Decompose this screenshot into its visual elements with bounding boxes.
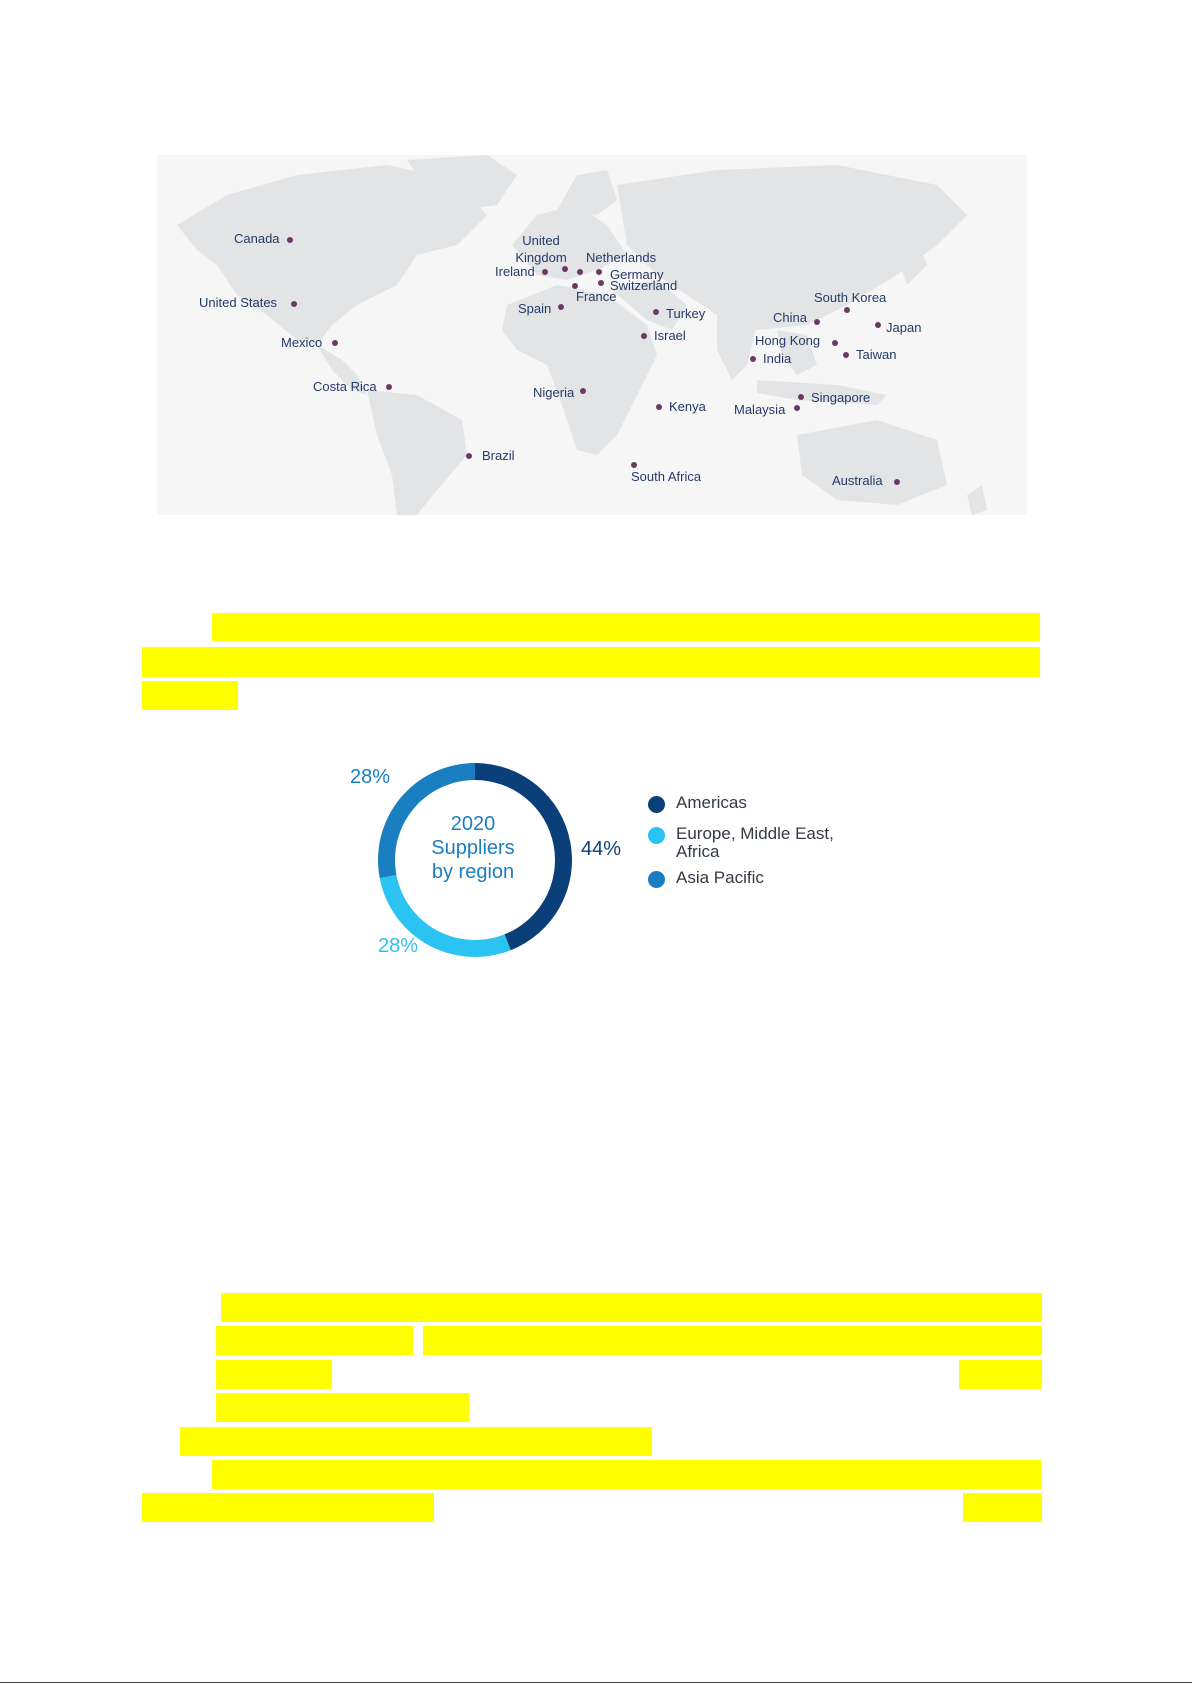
highlight-bar [142, 647, 1040, 677]
highlight-bar [216, 1393, 469, 1422]
map-label: Israel [654, 328, 686, 343]
map-label: Ireland [495, 264, 535, 279]
legend-label: Europe, Middle East, Africa [676, 824, 834, 861]
legend-item-emea [648, 825, 866, 861]
legend-item-apac [648, 869, 866, 888]
map-dot [562, 266, 568, 272]
map-dot [814, 319, 820, 325]
map-dot [577, 269, 583, 275]
map-dot [287, 237, 293, 243]
map-dot [832, 340, 838, 346]
map-dot [596, 269, 602, 275]
chart-title-line: Suppliers [431, 837, 515, 859]
legend-label: Americas [676, 793, 747, 812]
map-dot [542, 269, 548, 275]
chart-title-line: 2020 [450, 813, 496, 835]
legend-swatch [648, 871, 665, 888]
map-dot [844, 307, 850, 313]
highlight-bar [959, 1360, 1042, 1389]
map-label: Costa Rica [313, 379, 377, 394]
map-label: Taiwan [856, 347, 897, 362]
donut-center-title [388, 812, 558, 884]
map-label: Kenya [669, 399, 706, 414]
map-label: Switzerland [610, 278, 678, 293]
highlight-bar [963, 1493, 1042, 1522]
map-dot [631, 462, 637, 468]
map-dot [875, 322, 881, 328]
map-label: Germany [610, 267, 664, 282]
value-label-emea: 28% [378, 935, 419, 957]
map-label: Japan [886, 320, 922, 335]
map-label: Nigeria [533, 385, 575, 400]
map-dot [798, 394, 804, 400]
highlight-bar [212, 613, 1040, 641]
map-label: United Kingdom [515, 233, 567, 265]
map-dot [466, 453, 472, 459]
map-dot [894, 479, 900, 485]
value-label-americas: 44% [581, 838, 622, 860]
highlight-bar [180, 1427, 652, 1456]
map-label: Canada [234, 231, 280, 246]
legend-label: Asia Pacific [676, 868, 764, 887]
legend-swatch [648, 796, 665, 813]
highlight-bar [221, 1293, 1042, 1322]
legend-swatch [648, 827, 665, 844]
map-label: France [576, 289, 617, 304]
highlight-bar [142, 681, 238, 710]
map-label: Singapore [811, 390, 871, 405]
map-dot [558, 304, 564, 310]
map-dot [580, 388, 586, 394]
chart-title [388, 812, 558, 884]
highlight-bar [142, 1493, 434, 1522]
page-bottom-rule [0, 1682, 1192, 1683]
value-label-apac: 28% [350, 766, 391, 788]
map-dot [332, 340, 338, 346]
map-label: United States [199, 295, 278, 310]
highlight-bar [216, 1326, 413, 1355]
map-dot [750, 356, 756, 362]
highlight-bar [212, 1460, 1041, 1489]
highlight-bar [216, 1360, 332, 1389]
map-dot [291, 301, 297, 307]
map-label: Malaysia [734, 402, 786, 417]
highlight-bar [423, 1326, 1042, 1355]
map-label: South Korea [814, 290, 887, 305]
map-dot [794, 405, 800, 411]
legend-item-americas [648, 794, 866, 813]
map-label: India [763, 351, 792, 366]
map-label: Turkey [666, 306, 706, 321]
map-label: South Africa [631, 469, 702, 484]
map-dot [598, 280, 604, 286]
map-label: China [773, 310, 807, 325]
map-label: Hong Kong [755, 333, 821, 348]
map-label: Australia [832, 473, 883, 488]
map-label: Spain [518, 301, 552, 316]
chart-title-line: by region [431, 861, 515, 883]
map-label: Brazil [482, 448, 515, 463]
map-dot [843, 352, 849, 358]
map-label: Netherlands [586, 250, 657, 265]
map-label: Mexico [281, 335, 323, 350]
map-dot [656, 404, 662, 410]
map-dot [653, 309, 659, 315]
map-dot [386, 384, 392, 390]
map-dot [641, 333, 647, 339]
